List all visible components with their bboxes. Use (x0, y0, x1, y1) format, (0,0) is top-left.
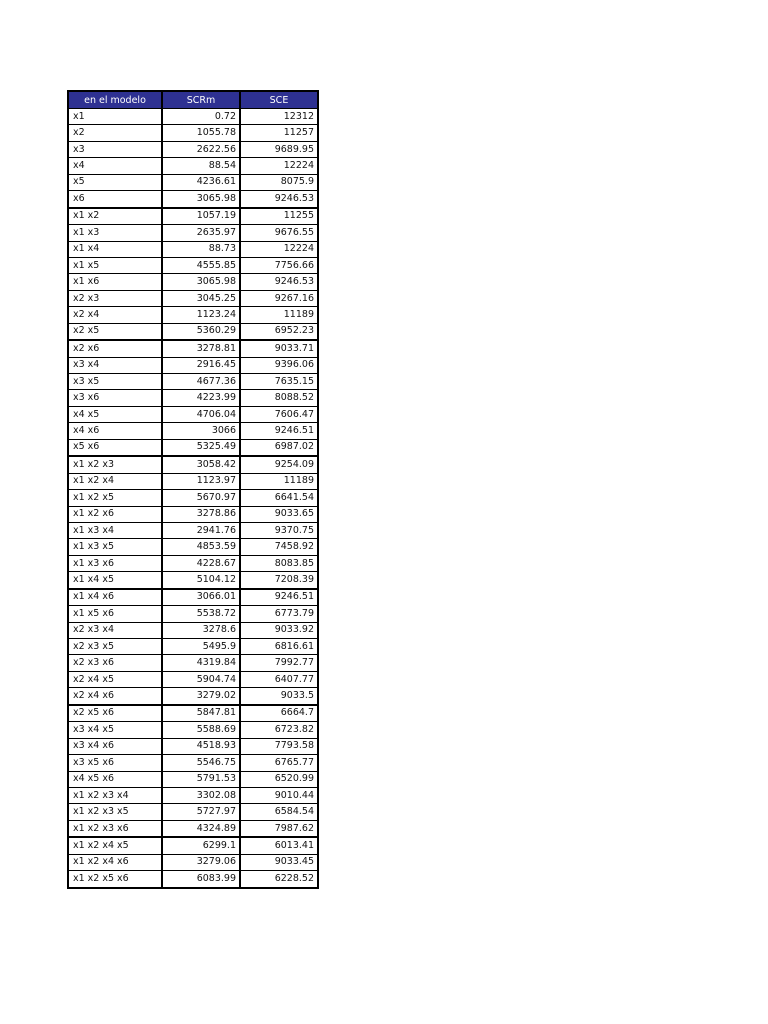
cell-scrm[interactable]: 1123.24 (162, 307, 240, 323)
table-row (68, 655, 318, 671)
table-row (68, 109, 318, 125)
cell-model[interactable]: x2 x5 (68, 323, 162, 340)
cell-scrm[interactable]: 5847.81 (162, 705, 240, 722)
cell-scrm[interactable]: 2916.45 (162, 357, 240, 373)
header-scrm: SCRm (162, 91, 240, 109)
cell-scrm[interactable]: 4236.61 (162, 174, 240, 190)
cell-scrm[interactable]: 1057.19 (162, 208, 240, 225)
cell-model[interactable]: x1 x4 (68, 241, 162, 257)
table-row (68, 837, 318, 854)
cell-model[interactable]: x1 (68, 109, 162, 125)
cell-model[interactable]: x2 x3 x4 (68, 622, 162, 638)
cell-scrm[interactable]: 4555.85 (162, 257, 240, 273)
cell-scrm[interactable]: 5791.53 (162, 771, 240, 787)
table-row (68, 141, 318, 157)
cell-model[interactable]: x6 (68, 191, 162, 208)
cell-sce[interactable]: 6520.99 (240, 771, 318, 787)
table-row (68, 406, 318, 422)
table-row (68, 755, 318, 771)
table-row (68, 191, 318, 208)
cell-model[interactable]: x2 x6 (68, 340, 162, 357)
cell-sce[interactable]: 9370.75 (240, 522, 318, 538)
cell-model[interactable]: x1 x2 x5 (68, 490, 162, 506)
table-row (68, 771, 318, 787)
cell-scrm[interactable]: 1055.78 (162, 125, 240, 141)
cell-scrm[interactable]: 6299.1 (162, 837, 240, 854)
cell-scrm[interactable]: 5495.9 (162, 639, 240, 655)
cell-model[interactable]: x1 x2 x4 x5 (68, 837, 162, 854)
cell-model[interactable]: x1 x3 x6 (68, 555, 162, 571)
cell-sce[interactable]: 7793.58 (240, 738, 318, 754)
cell-sce[interactable]: 6723.82 (240, 722, 318, 738)
cell-model[interactable]: x2 x4 x5 (68, 671, 162, 687)
cell-scrm[interactable]: 6083.99 (162, 871, 240, 888)
cell-model[interactable]: x2 x5 x6 (68, 705, 162, 722)
header-model: en el modelo (68, 91, 162, 109)
cell-model[interactable]: x2 x3 x6 (68, 655, 162, 671)
table-row (68, 555, 318, 571)
cell-sce[interactable]: 6013.41 (240, 837, 318, 854)
table-row (68, 572, 318, 589)
cell-scrm[interactable]: 5360.29 (162, 323, 240, 340)
cell-sce[interactable]: 11257 (240, 125, 318, 141)
table-row (68, 804, 318, 820)
cell-sce[interactable]: 11255 (240, 208, 318, 225)
cell-scrm[interactable]: 0.72 (162, 109, 240, 125)
cell-model[interactable]: x2 x3 x5 (68, 639, 162, 655)
cell-model[interactable]: x3 x4 x5 (68, 722, 162, 738)
cell-scrm[interactable]: 4706.04 (162, 406, 240, 422)
table-row (68, 257, 318, 273)
table-row (68, 456, 318, 473)
cell-sce[interactable]: 7606.47 (240, 406, 318, 422)
table-row (68, 622, 318, 638)
cell-sce[interactable]: 9033.65 (240, 506, 318, 522)
cell-scrm[interactable]: 3065.98 (162, 191, 240, 208)
cell-sce[interactable]: 9396.06 (240, 357, 318, 373)
table-row (68, 639, 318, 655)
cell-model[interactable]: x4 x5 (68, 406, 162, 422)
cell-model[interactable]: x1 x2 x3 x4 (68, 787, 162, 803)
cell-model[interactable]: x2 x4 x6 (68, 688, 162, 705)
table-row (68, 208, 318, 225)
cell-model[interactable]: x1 x2 (68, 208, 162, 225)
cell-sce[interactable]: 9246.51 (240, 423, 318, 439)
cell-model[interactable]: x1 x2 x3 x6 (68, 820, 162, 837)
cell-scrm[interactable]: 3045.25 (162, 290, 240, 306)
cell-scrm[interactable]: 3278.6 (162, 622, 240, 638)
cell-model[interactable]: x1 x4 x5 (68, 572, 162, 589)
table-row (68, 522, 318, 538)
table-row (68, 323, 318, 340)
cell-scrm[interactable]: 3058.42 (162, 456, 240, 473)
cell-sce[interactable]: 6765.77 (240, 755, 318, 771)
cell-model[interactable]: x1 x3 x4 (68, 522, 162, 538)
cell-sce[interactable]: 6816.61 (240, 639, 318, 655)
cell-sce[interactable]: 9010.44 (240, 787, 318, 803)
cell-scrm[interactable]: 3066 (162, 423, 240, 439)
cell-scrm[interactable]: 3279.02 (162, 688, 240, 705)
cell-sce[interactable]: 9254.09 (240, 456, 318, 473)
table-body (68, 109, 318, 888)
cell-model[interactable]: x1 x2 x3 x5 (68, 804, 162, 820)
table-row (68, 439, 318, 456)
header-sce: SCE (240, 91, 318, 109)
table-row (68, 722, 318, 738)
cell-sce[interactable]: 9033.92 (240, 622, 318, 638)
cell-scrm[interactable]: 4319.84 (162, 655, 240, 671)
cell-scrm[interactable]: 4324.89 (162, 820, 240, 837)
cell-scrm[interactable]: 5546.75 (162, 755, 240, 771)
cell-scrm[interactable]: 4853.59 (162, 539, 240, 555)
cell-model[interactable]: x2 x4 (68, 307, 162, 323)
cell-scrm[interactable]: 2635.97 (162, 225, 240, 241)
cell-model[interactable]: x3 x6 (68, 390, 162, 406)
cell-scrm[interactable]: 4228.67 (162, 555, 240, 571)
cell-scrm[interactable]: 5325.49 (162, 439, 240, 456)
cell-sce[interactable]: 7987.62 (240, 820, 318, 837)
cell-sce[interactable]: 7756.66 (240, 257, 318, 273)
table-row (68, 705, 318, 722)
cell-model[interactable]: x3 x4 (68, 357, 162, 373)
cell-sce[interactable]: 8075.9 (240, 174, 318, 190)
cell-sce[interactable]: 9689.95 (240, 141, 318, 157)
table-row (68, 374, 318, 390)
cell-sce[interactable]: 6228.52 (240, 871, 318, 888)
cell-sce[interactable]: 6407.77 (240, 671, 318, 687)
cell-model[interactable]: x1 x2 x3 (68, 456, 162, 473)
cell-model[interactable]: x5 x6 (68, 439, 162, 456)
table-row (68, 423, 318, 439)
table-row (68, 820, 318, 837)
table-row (68, 274, 318, 290)
cell-model[interactable]: x1 x2 x4 (68, 473, 162, 489)
cell-sce[interactable]: 9033.5 (240, 688, 318, 705)
cell-model[interactable]: x4 x5 x6 (68, 771, 162, 787)
cell-model[interactable]: x1 x3 x5 (68, 539, 162, 555)
table-row (68, 307, 318, 323)
cell-scrm[interactable]: 3302.08 (162, 787, 240, 803)
table-row (68, 225, 318, 241)
cell-model[interactable]: x2 x3 (68, 290, 162, 306)
model-table (67, 90, 319, 889)
table-row (68, 589, 318, 606)
cell-sce[interactable]: 7635.15 (240, 374, 318, 390)
cell-model[interactable]: x1 x2 x5 x6 (68, 871, 162, 888)
cell-sce[interactable]: 6987.02 (240, 439, 318, 456)
table-row (68, 671, 318, 687)
table-row (68, 357, 318, 373)
cell-scrm[interactable]: 3278.81 (162, 340, 240, 357)
cell-sce[interactable]: 7992.77 (240, 655, 318, 671)
cell-sce[interactable]: 9676.55 (240, 225, 318, 241)
cell-scrm[interactable]: 88.73 (162, 241, 240, 257)
table-row (68, 125, 318, 141)
cell-model[interactable]: x1 x5 (68, 257, 162, 273)
cell-scrm[interactable]: 5104.12 (162, 572, 240, 589)
table-row (68, 738, 318, 754)
header-row (68, 91, 318, 109)
cell-model[interactable]: x1 x3 (68, 225, 162, 241)
cell-sce[interactable]: 9033.45 (240, 854, 318, 870)
table-row (68, 241, 318, 257)
cell-model[interactable]: x3 x5 x6 (68, 755, 162, 771)
cell-model[interactable]: x3 x4 x6 (68, 738, 162, 754)
cell-scrm[interactable]: 4518.93 (162, 738, 240, 754)
table-row (68, 290, 318, 306)
cell-sce[interactable]: 6664.7 (240, 705, 318, 722)
table-row (68, 158, 318, 174)
cell-sce[interactable]: 7208.39 (240, 572, 318, 589)
table-row (68, 174, 318, 190)
cell-scrm[interactable]: 3279.06 (162, 854, 240, 870)
cell-scrm[interactable]: 5904.74 (162, 671, 240, 687)
cell-sce[interactable]: 7458.92 (240, 539, 318, 555)
table-row (68, 854, 318, 870)
cell-scrm[interactable]: 5727.97 (162, 804, 240, 820)
cell-model[interactable]: x3 (68, 141, 162, 157)
cell-scrm[interactable]: 2622.56 (162, 141, 240, 157)
cell-model[interactable]: x4 x6 (68, 423, 162, 439)
cell-sce[interactable]: 6773.79 (240, 606, 318, 622)
cell-sce[interactable]: 6641.54 (240, 490, 318, 506)
cell-sce[interactable]: 9246.53 (240, 274, 318, 290)
cell-scrm[interactable]: 5670.97 (162, 490, 240, 506)
table-row (68, 473, 318, 489)
cell-sce[interactable]: 12312 (240, 109, 318, 125)
table-row (68, 787, 318, 803)
cell-sce[interactable]: 11189 (240, 473, 318, 489)
cell-model[interactable]: x3 x5 (68, 374, 162, 390)
cell-scrm[interactable]: 3278.86 (162, 506, 240, 522)
cell-model[interactable]: x5 (68, 174, 162, 190)
cell-scrm[interactable]: 5538.72 (162, 606, 240, 622)
table-row (68, 539, 318, 555)
cell-sce[interactable]: 9033.71 (240, 340, 318, 357)
cell-scrm[interactable]: 3066.01 (162, 589, 240, 606)
table-row (68, 490, 318, 506)
table-row (68, 606, 318, 622)
table-row (68, 340, 318, 357)
cell-scrm[interactable]: 1123.97 (162, 473, 240, 489)
cell-model[interactable]: x1 x2 x4 x6 (68, 854, 162, 870)
cell-scrm[interactable]: 4677.36 (162, 374, 240, 390)
cell-scrm[interactable]: 4223.99 (162, 390, 240, 406)
cell-model[interactable]: x1 x5 x6 (68, 606, 162, 622)
cell-sce[interactable]: 11189 (240, 307, 318, 323)
cell-sce[interactable]: 8083.85 (240, 555, 318, 571)
cell-sce[interactable]: 12224 (240, 241, 318, 257)
cell-model[interactable]: x1 x4 x6 (68, 589, 162, 606)
cell-model[interactable]: x1 x6 (68, 274, 162, 290)
cell-scrm[interactable]: 3065.98 (162, 274, 240, 290)
cell-sce[interactable]: 12224 (240, 158, 318, 174)
cell-sce[interactable]: 8088.52 (240, 390, 318, 406)
table-row (68, 871, 318, 888)
cell-model[interactable]: x2 (68, 125, 162, 141)
cell-scrm[interactable]: 2941.76 (162, 522, 240, 538)
table-row (68, 688, 318, 705)
cell-sce[interactable]: 6952.23 (240, 323, 318, 340)
cell-scrm[interactable]: 5588.69 (162, 722, 240, 738)
table-row (68, 506, 318, 522)
table-row (68, 390, 318, 406)
cell-sce[interactable]: 9246.51 (240, 589, 318, 606)
cell-model[interactable]: x4 (68, 158, 162, 174)
cell-sce[interactable]: 9267.16 (240, 290, 318, 306)
cell-sce[interactable]: 9246.53 (240, 191, 318, 208)
cell-model[interactable]: x1 x2 x6 (68, 506, 162, 522)
cell-scrm[interactable]: 88.54 (162, 158, 240, 174)
cell-sce[interactable]: 6584.54 (240, 804, 318, 820)
